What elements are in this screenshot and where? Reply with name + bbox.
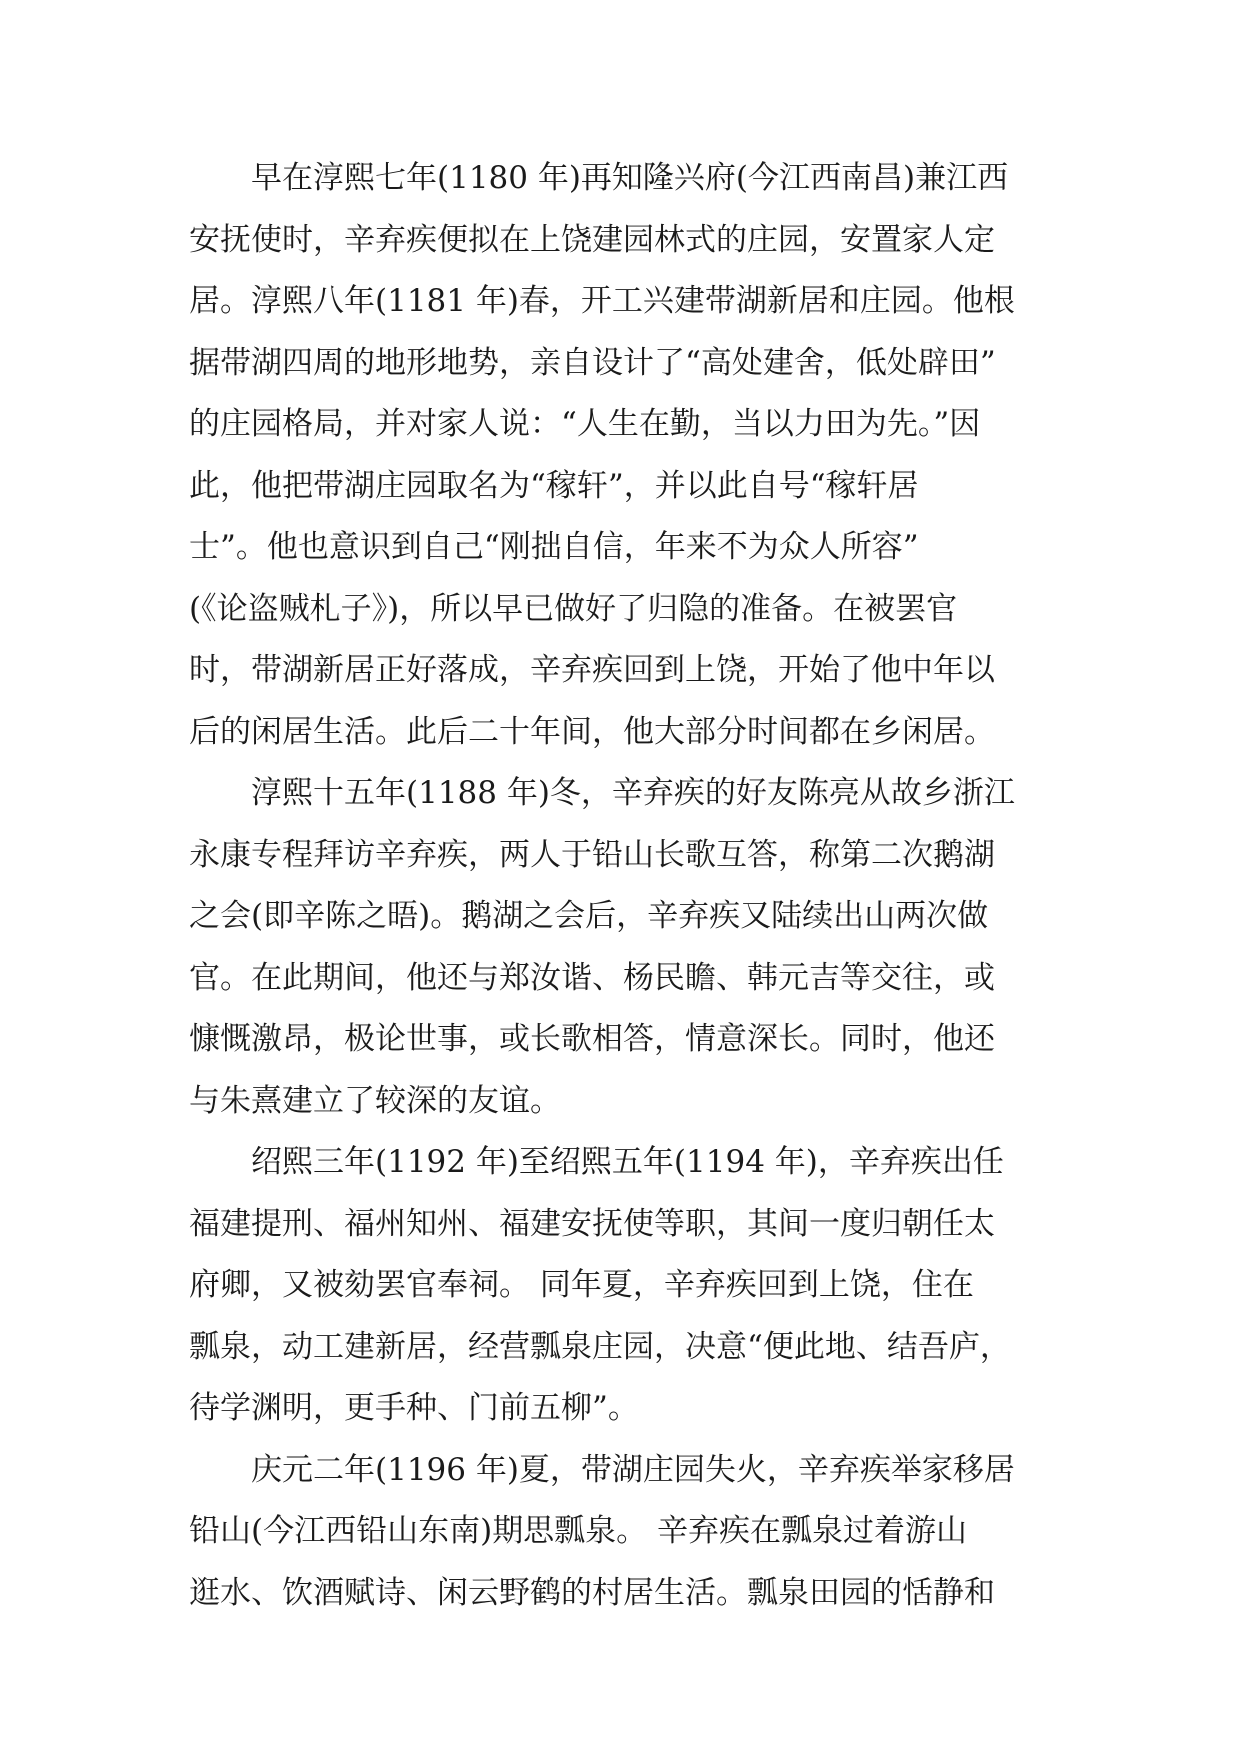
text-line: 庆元二年(1196 年)夏，带湖庄园失火，辛弃疾举家移居: [251, 1451, 1015, 1488]
text-line: 官。在此期间，他还与郑汝谐、杨民瞻、韩元吉等交往，或: [189, 959, 995, 996]
text-line: 慷慨激昂，极论世事，或长歌相答，情意深长。同时，他还: [189, 1021, 995, 1057]
text-line: 居。淳熙八年(1181 年)春，开工兴建带湖新居和庄园。他根: [189, 283, 1015, 319]
text-line: 早在淳熙七年(1180 年)再知隆兴府(今江西南昌)兼江西: [251, 160, 1009, 196]
text-line: 府卿，又被劾罢官奉祠。 同年夏，辛弃疾回到上饶，住在: [189, 1267, 974, 1303]
text-line: 铅山(今江西铅山东南)期思瓢泉。 辛弃疾在瓢泉过着游山: [189, 1513, 968, 1549]
text-line: 此，他把带湖庄园取名为“稼轩”，并以此自号“稼轩居: [189, 467, 919, 504]
text-line: (《论盗贼札子》)，所以早已做好了归隐的准备。在被罢官: [189, 590, 958, 627]
text-line: 待学渊明，更手种、门前五柳”。: [189, 1390, 639, 1426]
text-line: 永康专程拜访辛弃疾，两人于铅山长歌互答，称第二次鹅湖: [189, 836, 995, 873]
text-line: 后的闲居生活。此后二十年间，他大部分时间都在乡闲居。: [189, 713, 995, 750]
text-line: 绍熙三年(1192 年)至绍熙五年(1194 年)，辛弃疾出任: [251, 1144, 1004, 1180]
text-line: 据带湖四周的地形地势，亲自设计了“高处建舍，低处辟田”: [189, 344, 996, 381]
text-line: 时，带湖新居正好落成，辛弃疾回到上饶，开始了他中年以: [189, 652, 995, 688]
text-line: 瓢泉，动工建新居，经营瓢泉庄园，决意“便此地、结吾庐，: [189, 1328, 1011, 1365]
body-text: [189, 148, 1051, 1624]
text-line: 安抚使时，辛弃疾便拟在上饶建园林式的庄园，安置家人定: [189, 221, 995, 258]
text-line: 与朱熹建立了较深的友谊。: [189, 1082, 561, 1119]
text-line: 之会(即辛陈之晤)。鹅湖之会后，辛弃疾又陆续出山两次做: [189, 898, 989, 934]
text-line: 士”。他也意识到自己“刚拙自信，年来不为众人所容”: [189, 529, 919, 565]
text-line: 逛水、饮酒赋诗、闲云野鹤的村居生活。瓢泉田园的恬静和: [189, 1574, 995, 1611]
text-line: 淳熙十五年(1188 年)冬，辛弃疾的好友陈亮从故乡浙江: [251, 775, 1015, 811]
text-line: 的庄园格局，并对家人说：“人生在勤，当以力田为先。”因: [189, 406, 981, 442]
text-line: 福建提刑、福州知州、福建安抚使等职，其间一度归朝任太: [189, 1205, 995, 1242]
